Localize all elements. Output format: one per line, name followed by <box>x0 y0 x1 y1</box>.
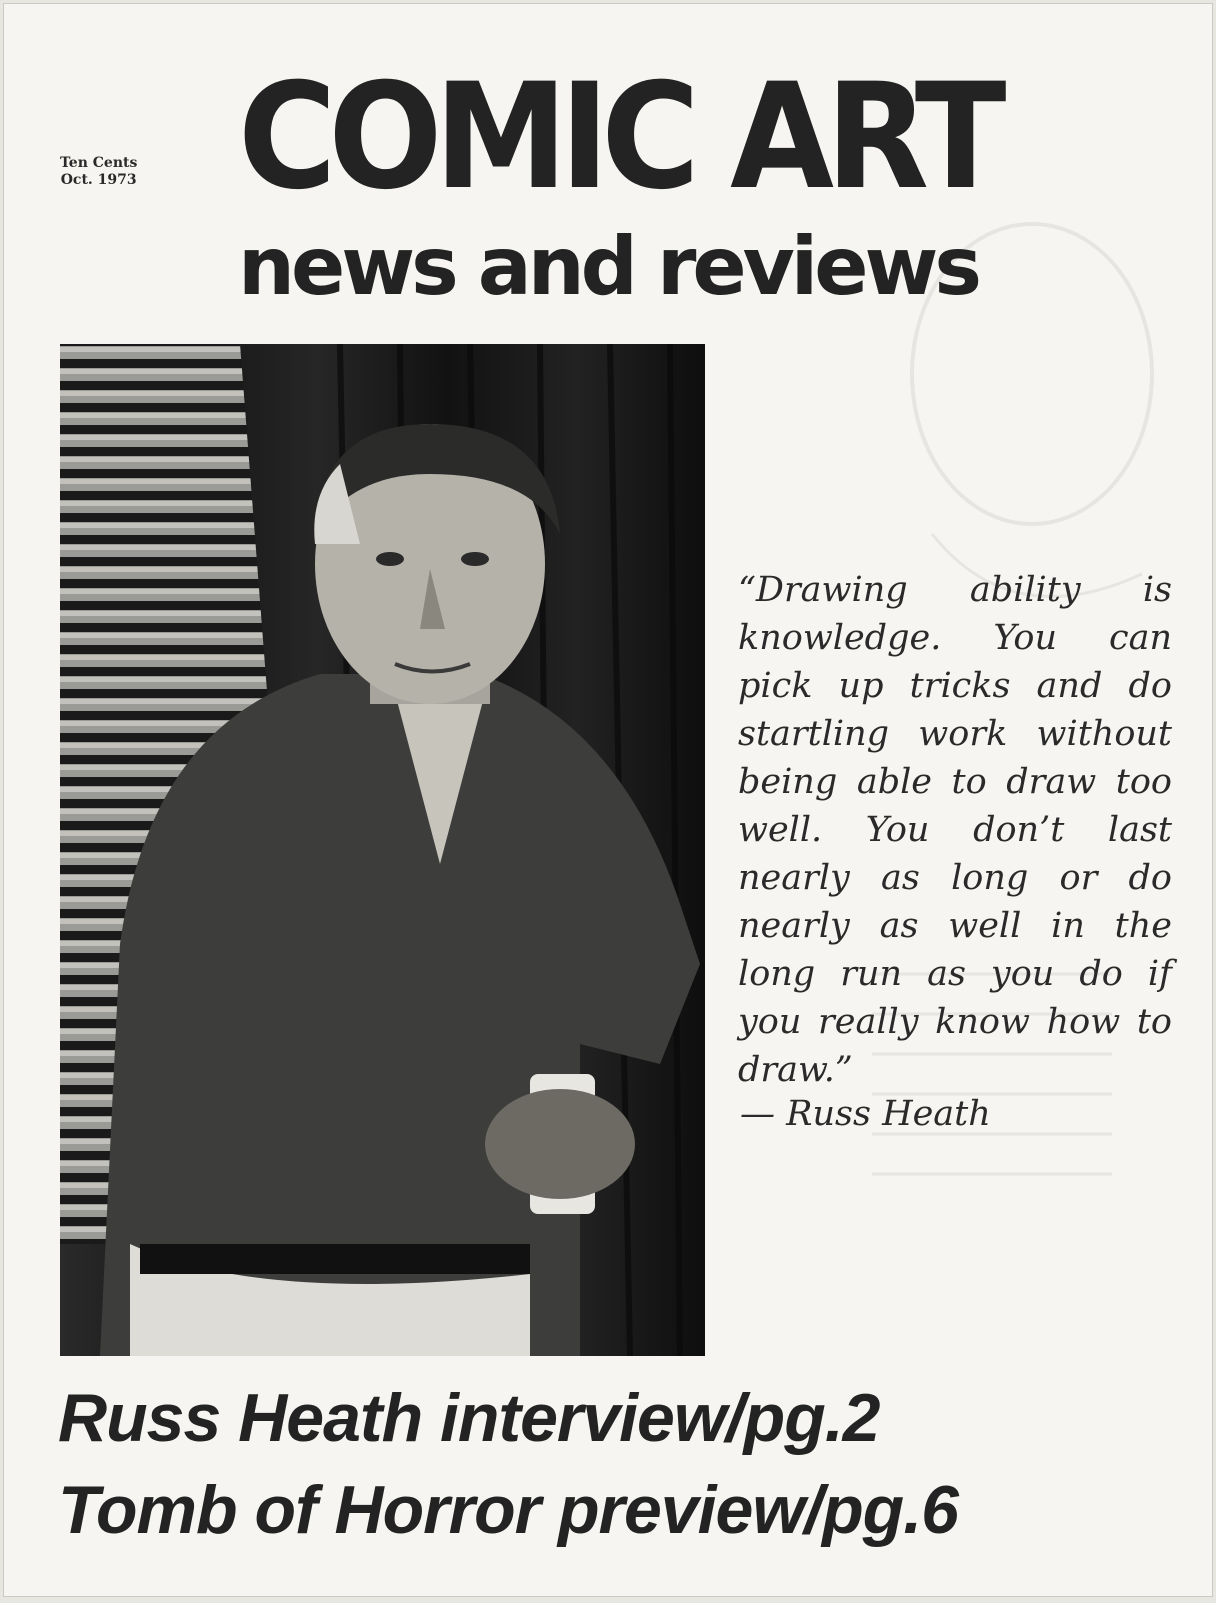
portrait-illustration <box>60 344 705 1356</box>
price-label: Ten Cents <box>60 155 138 171</box>
subtitle-word: reviews <box>656 220 978 313</box>
subtitle-word: and <box>477 220 634 313</box>
headline-preview: Tomb of Horror preview/pg.6 <box>58 1472 958 1548</box>
pull-quote: “Drawing ability is knowledge. You can pick up tricks and do startling work without being able to draw too well. You don’t last nearly as long or do nearly as well in the long run as you do if you really know how to draw.” <box>738 570 1172 1090</box>
price-and-date <box>60 155 137 189</box>
subtitle-word: news <box>238 220 455 313</box>
cover-headlines <box>58 1372 958 1556</box>
masthead-subtitle <box>238 222 978 312</box>
masthead-title: COMIC ART <box>238 52 999 222</box>
issue-date: Oct. 1973 <box>60 172 137 188</box>
headline-interview: Russ Heath interview/pg.2 <box>58 1380 880 1456</box>
magazine-cover <box>3 3 1213 1597</box>
quote-attribution: — Russ Heath <box>740 1094 991 1134</box>
cover-photo <box>60 344 705 1356</box>
masthead <box>238 52 999 313</box>
